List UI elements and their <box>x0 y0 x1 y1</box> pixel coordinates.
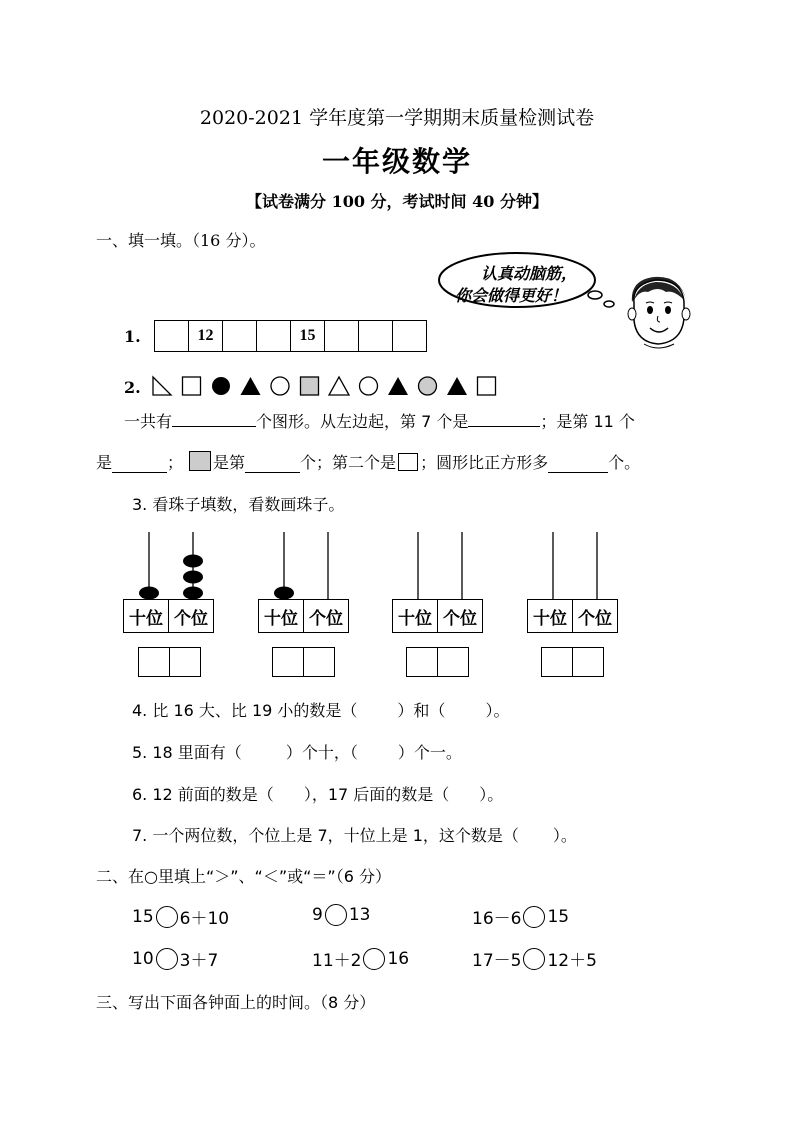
number-sequence-boxes <box>154 320 427 352</box>
number-box[interactable] <box>257 321 291 351</box>
boy-illustration <box>622 272 694 352</box>
abacus-bead <box>183 587 203 600</box>
compare-circle[interactable] <box>363 948 385 970</box>
q2-text-h: ；圆形比正方形多 <box>420 453 549 472</box>
q2-text-f: 是第 <box>213 453 246 472</box>
q7-text-a: 7. 一个两位数，个位上是 7，十位上是 1，这个数是（ <box>132 826 519 845</box>
number-box[interactable] <box>223 321 257 351</box>
q4-text-a: 4. 比 16 大、比 19 小的数是（ <box>132 701 358 720</box>
compare-circle[interactable] <box>325 904 347 926</box>
answer-boxes[interactable] <box>406 647 469 677</box>
right-triangle-icon <box>153 377 171 395</box>
tens-label: 十位 <box>124 600 169 632</box>
exam-note: 【试卷满分 100 分，考试时间 40 分钟】 <box>246 192 548 211</box>
answer-boxes[interactable] <box>272 647 335 677</box>
compare-item <box>312 946 409 971</box>
q7 <box>132 823 577 846</box>
gray-square-icon <box>301 377 319 395</box>
bubble-line1: 认真动脑筋， <box>481 264 578 283</box>
compare-right: 12＋5 <box>547 951 597 971</box>
abacus-bead <box>274 587 294 600</box>
compare-left: 9 <box>312 905 323 925</box>
q5-text-a: 5. 18 里面有（ <box>132 743 242 762</box>
compare-right: 13 <box>348 905 371 925</box>
q1-number: 1. <box>124 327 141 346</box>
filled-circle-icon <box>212 377 230 395</box>
place-value-table <box>123 599 214 633</box>
q2-text-i: 个。 <box>608 453 641 472</box>
q4 <box>132 698 509 721</box>
shape-row <box>152 373 512 399</box>
tens-label: 十位 <box>393 600 438 632</box>
triangle-icon <box>329 377 349 395</box>
answer-blank[interactable] <box>112 454 167 473</box>
abacus-row <box>120 528 640 603</box>
ones-label: 个位 <box>309 608 343 629</box>
place-value-table <box>392 599 483 633</box>
compare-right: 16 <box>387 948 410 969</box>
compare-circle[interactable] <box>156 906 178 928</box>
number-box[interactable]: 12 <box>189 321 223 351</box>
answer-blank[interactable] <box>468 408 540 427</box>
q6-text-b: ），17 后面的数是（ <box>303 785 450 804</box>
section1-title: 一、填一填。（16 分）。 <box>96 231 266 250</box>
bubble-line2: 你会做得更好！ <box>455 286 568 305</box>
compare-right: 6＋10 <box>179 909 230 929</box>
q2-line2 <box>96 450 640 473</box>
filled-triangle-icon <box>447 377 467 395</box>
q2-text-c: ；是第 11 个 <box>540 412 635 431</box>
circle-icon <box>360 377 378 395</box>
gray-square-icon <box>189 451 211 471</box>
compare-circle[interactable] <box>523 906 545 928</box>
compare-item <box>132 946 218 971</box>
number-box[interactable] <box>359 321 393 351</box>
compare-item <box>472 946 597 971</box>
q2-number: 2. <box>124 378 141 397</box>
q5-text-c: ）个一。 <box>397 743 462 762</box>
square-icon <box>183 377 201 395</box>
answer-blank[interactable] <box>548 454 608 473</box>
answer-box[interactable] <box>398 453 418 471</box>
place-value-table <box>527 599 618 633</box>
compare-item <box>132 904 229 929</box>
compare-left: 15 <box>132 906 154 927</box>
compare-left: 11＋2 <box>312 951 362 971</box>
q5 <box>132 740 462 763</box>
q2-line1 <box>124 408 635 432</box>
answer-blank[interactable] <box>245 454 300 473</box>
filled-triangle-icon <box>241 377 261 395</box>
filled-triangle-icon <box>388 377 408 395</box>
exam-title: 2020-2021 学年度第一学期期末质量检测试卷 <box>199 107 595 129</box>
q2-text-d: 是 <box>96 453 113 472</box>
compare-circle[interactable] <box>156 948 178 970</box>
compare-left: 16－6 <box>472 909 522 929</box>
number-box[interactable] <box>155 321 189 351</box>
ones-label: 个位 <box>578 608 612 629</box>
ones-label: 个位 <box>174 608 208 629</box>
compare-item <box>472 904 569 929</box>
square-icon <box>478 377 496 395</box>
answer-blank[interactable] <box>172 408 256 427</box>
compare-item <box>312 904 370 926</box>
q4-text-b: ）和（ <box>397 701 446 720</box>
compare-circle[interactable] <box>523 948 545 970</box>
answer-boxes[interactable] <box>541 647 604 677</box>
abacus-bead <box>139 587 159 600</box>
gray-circle-icon <box>419 377 437 395</box>
place-value-table <box>258 599 349 633</box>
q2-text-g: 个；第二个是 <box>300 453 397 472</box>
q6-text-a: 6. 12 前面的数是（ <box>132 785 274 804</box>
q6-text-c: ）。 <box>479 785 504 804</box>
q2-text-b: 个图形。从左边起，第 7 个是 <box>256 412 469 431</box>
number-box[interactable] <box>325 321 359 351</box>
q4-text-c: ）。 <box>485 701 510 720</box>
q7-text-b: ）。 <box>552 826 577 845</box>
ones-label: 个位 <box>443 608 477 629</box>
circle-icon <box>271 377 289 395</box>
q6 <box>132 782 503 805</box>
number-box[interactable] <box>393 321 426 351</box>
section2-title: 二、在○里填上“＞”、“＜”或“＝”（6 分） <box>96 867 391 886</box>
subject-title: 一年级数学 <box>321 145 472 178</box>
tens-label: 十位 <box>528 600 573 632</box>
compare-right: 15 <box>547 906 570 927</box>
compare-right: 3＋7 <box>179 951 219 971</box>
q3-text: 3. 看珠子填数，看数画珠子。 <box>132 495 345 514</box>
q2-text-a: 一共有 <box>124 412 173 431</box>
q5-text-b: ）个十，（ <box>285 743 358 762</box>
number-box[interactable]: 15 <box>291 321 325 351</box>
compare-left: 10 <box>132 948 154 969</box>
abacus-bead <box>183 571 203 584</box>
tens-label: 十位 <box>259 600 304 632</box>
answer-boxes[interactable] <box>138 647 201 677</box>
compare-left: 17－5 <box>472 951 522 971</box>
abacus-bead <box>183 555 203 568</box>
section3-title: 三、写出下面各钟面上的时间。（8 分） <box>96 993 376 1012</box>
q2-text-e: ； <box>167 453 184 472</box>
